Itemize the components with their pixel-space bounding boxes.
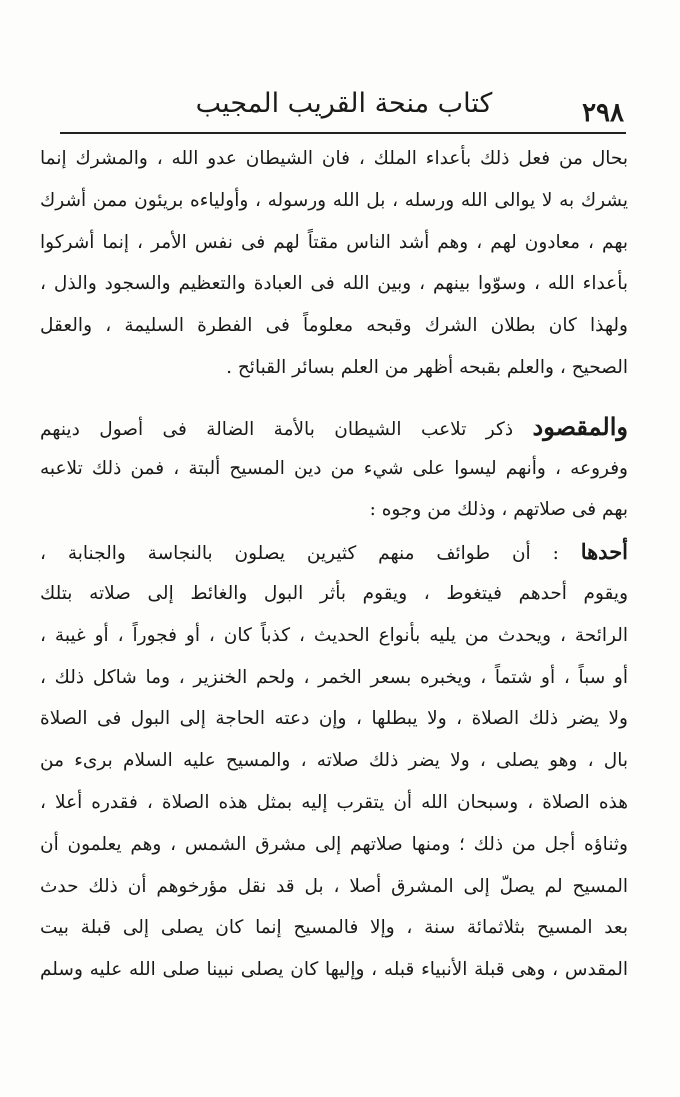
text-line: بهم ، معادون لهم ، وهم أشد الناس مقتاً لهم فى نفس الأمر ، إنما أشركوا — [40, 231, 628, 253]
text-line: ولهذا كان بطلان الشرك وقبحه معلوماً فى الفطرة السليمة ، والعقل — [40, 315, 628, 337]
text-line: ويقوم أحدهم فيتغوط ، ويقوم بأثر البول والغائط إلى صلاته بتلك — [40, 582, 628, 604]
body-text — [40, 138, 628, 991]
text-line: بأعداء الله ، وسوّوا بينهم ، وبين الله فى العبادة والتعظيم والسجود والذل ، — [40, 273, 628, 295]
lead-line-text: ذكر تلاعب الشيطان بالأمة الضالة فى أصول دينهم — [40, 418, 514, 440]
running-head — [64, 88, 624, 128]
paragraph-gap — [40, 389, 628, 406]
book-title: كتاب منحة القريب المجيب — [195, 88, 493, 119]
lead-word: والمقصود — [532, 411, 628, 441]
paragraph-lead-line — [40, 406, 628, 448]
text-line: الصحيح ، والعلم بقبحه أظهر من العلم بسائر القبائح . — [226, 356, 628, 378]
text-line: وفروعه ، وأنهم ليسوا على شيء من دين المسيح ألبتة ، فمن ذلك تلاعبه — [40, 457, 628, 479]
text-line: المسيح لم يصلّ إلى المشرق أصلا ، بل قد نقل مؤرخوهم أن ذلك حدث — [40, 875, 628, 897]
text-line: بهم فى صلاتهم ، وذلك من وجوه : — [369, 499, 628, 521]
text-line: وثناؤه أجل من ذلك ؛ ومنها صلاتهم إلى مشرق الشمس ، وهم يعلمون أن — [40, 833, 628, 855]
paragraph-lead-line — [40, 531, 628, 573]
text-line: يشرك به لا يوالى الله ورسله ، بل الله ورسوله ، وأولياءه بريئون ممن أشرك — [40, 189, 628, 211]
text-line: أو سباً ، أو شتماً ، ويخبره بسعر الخمر ، ولحم الخنزير ، وما شاكل ذلك ، — [40, 666, 628, 688]
text-line: بال ، وهو يصلى ، ولا يضر ذلك صلاته ، والمسيح عليه السلام برىء من — [40, 750, 628, 772]
text-line: المقدس ، وهى قبلة الأنبياء قبله ، وإليها كان يصلى نبينا صلى الله عليه وسلم — [40, 959, 628, 981]
lead-line-text: : أن طوائف منهم كثيرين يصلون بالنجاسة والجنابة ، — [40, 543, 559, 565]
lead-word: أحدها — [580, 539, 628, 565]
text-line: الرائحة ، ويحدث من يليه بأنواع الحديث ، كذباً كان ، أو فجوراً ، أو غيبة ، — [40, 624, 628, 646]
text-line: بحال من فعل ذلك بأعداء الملك ، فان الشيطان عدو الله ، والمشرك إنما — [40, 148, 628, 169]
page-number: ٢٩٨ — [582, 98, 624, 128]
header-rule — [60, 132, 626, 134]
text-line: ولا يضر ذلك الصلاة ، ولا يبطلها ، وإن دعته الحاجة إلى البول فى الصلاة — [40, 708, 628, 730]
text-line: هذه الصلاة ، وسبحان الله أن يتقرب إليه بمثل هذه الصلاة ، فقدره أعلا ، — [40, 791, 628, 813]
text-line: بعد المسيح بثلاثمائة سنة ، وإلا فالمسيح إنما كان يصلى إلى قبلة بيت — [40, 917, 628, 939]
